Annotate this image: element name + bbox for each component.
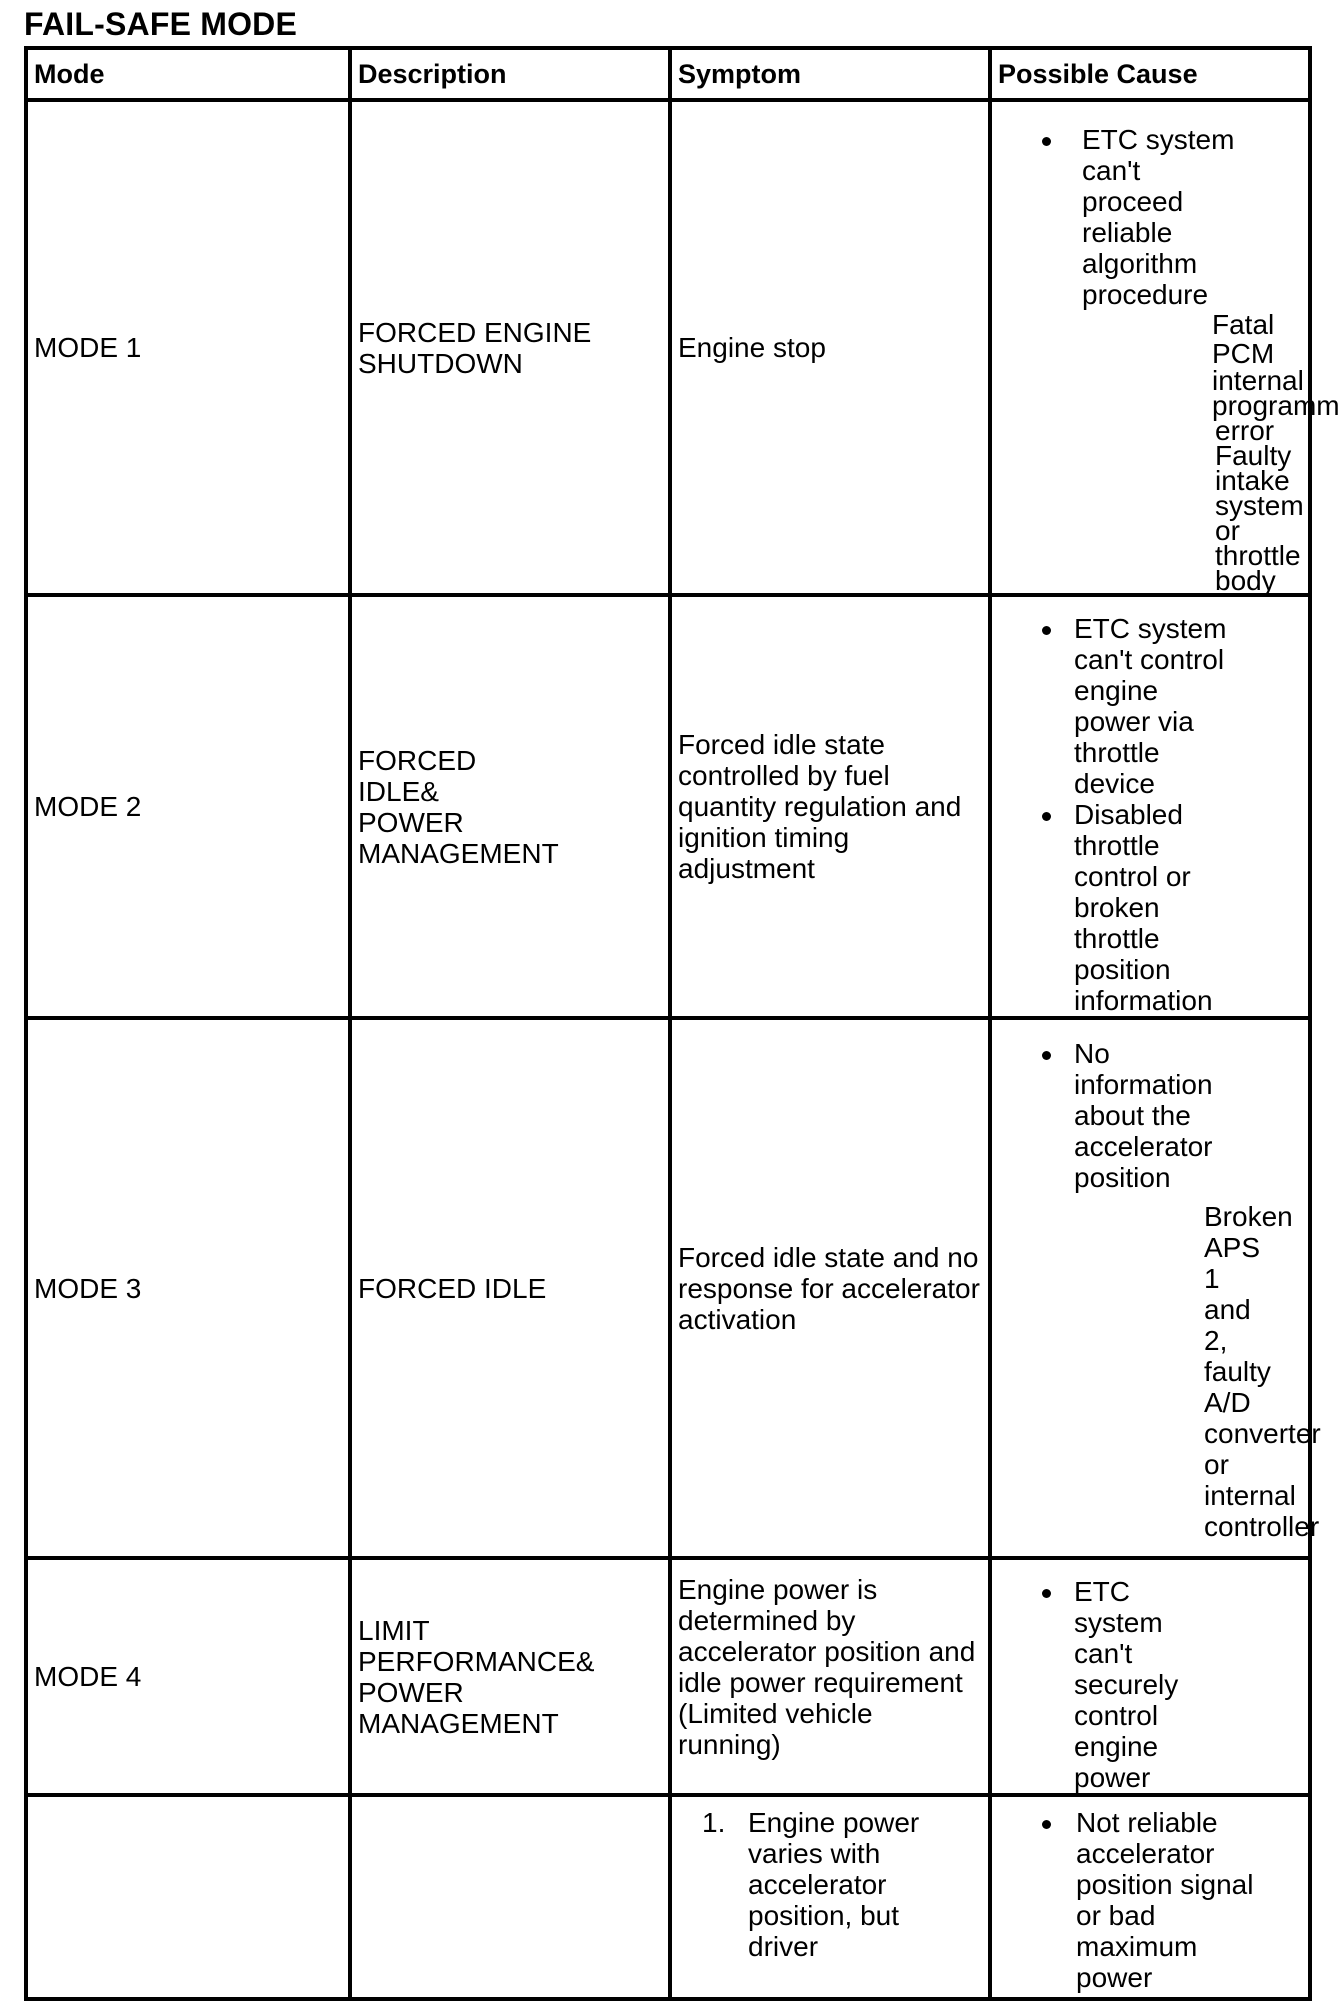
header-symptom: Symptom (670, 48, 990, 100)
table-header-row (26, 48, 1310, 100)
cause-sub-item: Faulty (1215, 440, 1292, 471)
cause-bullet: No information about the accelerator position (998, 1038, 1302, 1193)
cause-sub-item: faulty (1204, 1356, 1271, 1387)
cause-cell (990, 1018, 1321, 1558)
symptom-cell: Engine power is determined by accelerator position and idle power requirement (Limited vehicle running) (670, 1558, 990, 1795)
cause-bullet: ETC system can't proceed reliable algorithm procedure (998, 124, 1302, 310)
table-row (26, 100, 1310, 595)
cause-sub-item: intake (1215, 465, 1290, 496)
fail-safe-table (24, 46, 1340, 2001)
symptom-numbered-list (678, 1797, 982, 1962)
cause-bullet: ETC system can't securely control engine power (998, 1576, 1302, 1793)
cause-sub-item: and (1204, 1294, 1251, 1325)
mode-cell: MODE 1 (26, 100, 350, 595)
cause-bullet-list (998, 1560, 1302, 1793)
cause-sub-item: or (1215, 515, 1240, 546)
header-description: Description (350, 48, 670, 100)
cause-cell (990, 1558, 1310, 1795)
table-row (26, 1558, 1310, 1795)
cause-sub-item: internal (1212, 365, 1304, 396)
cause-sub-item: converter (1204, 1418, 1321, 1449)
description-cell: FORCED IDLE& POWER MANAGEMENT (350, 595, 670, 1018)
symptom-cell: Forced idle state and no response for accelerator activation (670, 1018, 990, 1558)
cause-sub-item: internal (1204, 1480, 1296, 1511)
symptom-list-item (678, 1807, 982, 1962)
cause-sub-list (998, 309, 1340, 596)
cause-cell (990, 1795, 1310, 1999)
cause-bullet-list (998, 102, 1302, 310)
description-cell: FORCED IDLE (350, 1018, 670, 1558)
cause-sub-item: throttle (1215, 540, 1301, 571)
cause-bullet-list (998, 1797, 1302, 1993)
symptom-cell: Forced idle state controlled by fuel quantity regulation and ignition timing adjustment (670, 595, 990, 1018)
description-cell: FORCED ENGINE SHUTDOWN (350, 100, 670, 595)
cause-sub-item: PCM (1212, 338, 1275, 369)
mode-cell: MODE 3 (26, 1018, 350, 1558)
cause-sub-item: system (1215, 490, 1304, 521)
cause-sub-item: APS (1204, 1232, 1261, 1263)
symptom-cell (670, 1795, 990, 1999)
cause-cell (990, 100, 1340, 596)
mode-cell: MODE 2 (26, 595, 350, 1018)
cause-bullet-list (998, 1020, 1302, 1193)
cause-sub-item: body (1215, 565, 1276, 596)
header-possible-cause: Possible Cause (990, 48, 1310, 100)
list-number: 1. (702, 1807, 726, 1838)
table-row (26, 595, 1310, 1018)
cause-sub-item: error (1215, 415, 1275, 446)
cause-sub-list (998, 1201, 1321, 1542)
cause-bullet-list (998, 597, 1302, 1016)
cause-sub-item: A/D (1204, 1387, 1251, 1418)
symptom-cell: Engine stop (670, 100, 990, 595)
cause-sub-item: programm (1212, 390, 1340, 421)
mode-cell: MODE 4 (26, 1558, 350, 1795)
cause-cell (990, 595, 1310, 1018)
page-title: FAIL-SAFE MODE (24, 6, 298, 42)
cause-bullet: Not reliable accelerator position signal or bad maximum power (998, 1807, 1302, 1993)
cause-sub-item: Broken (1204, 1201, 1293, 1232)
cause-sub-item: Fatal (1212, 309, 1275, 340)
mode-cell (26, 1795, 350, 1999)
cause-sub-item: 1 (1204, 1263, 1220, 1294)
description-cell (350, 1795, 670, 1999)
cause-bullet: Disabled throttle control or broken throttle position information (998, 799, 1302, 1016)
header-mode: Mode (26, 48, 350, 100)
cause-sub-item: or (1204, 1449, 1229, 1480)
table-row (26, 1018, 1310, 1558)
list-text: Engine power varies with accelerator position, but driver (748, 1807, 920, 1962)
description-cell: LIMIT PERFORMANCE& POWER MANAGEMENT (350, 1558, 670, 1795)
table-row (26, 1795, 1310, 1999)
cause-sub-item: 2, (1204, 1325, 1228, 1356)
cause-sub-item: controller (1204, 1511, 1320, 1542)
cause-bullet: ETC system can't control engine power via throttle device (998, 613, 1302, 799)
